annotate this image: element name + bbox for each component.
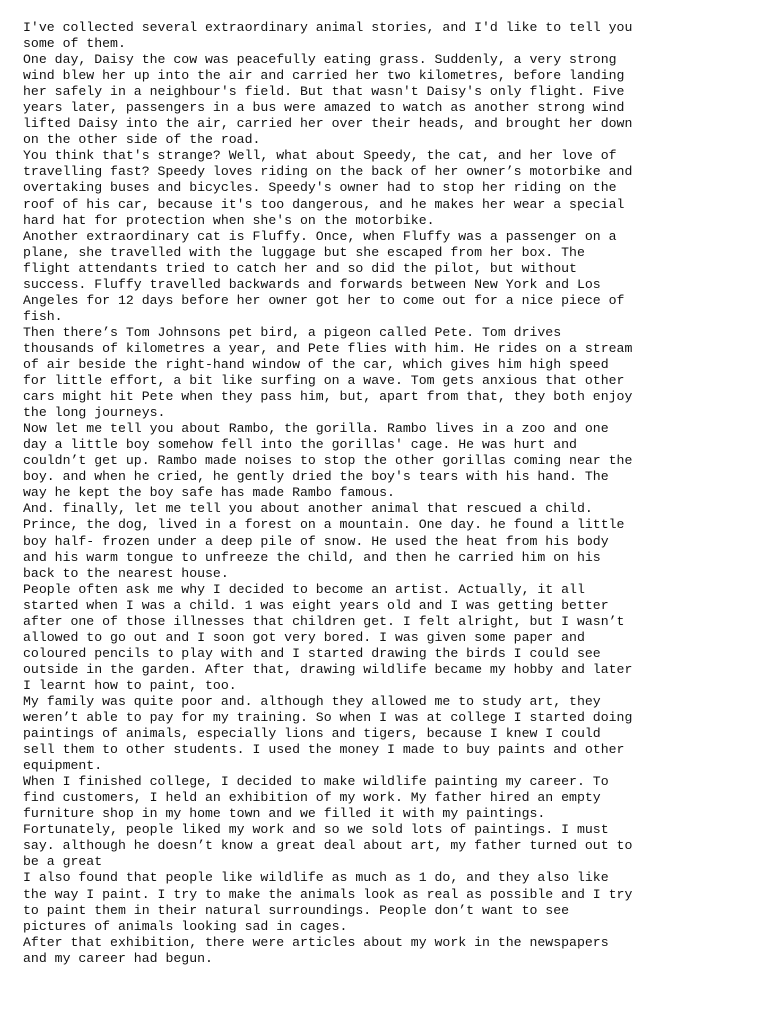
text-line: boy. and when he cried, he gently dried the boy's tears with his hand. The: [23, 469, 609, 485]
text-line: One day, Daisy the cow was peacefully eating grass. Suddenly, a very strong: [23, 52, 617, 68]
text-line: Another extraordinary cat is Fluffy. Once, when Fluffy was a passenger on a: [23, 228, 617, 244]
paragraph-fluffy: [23, 229, 758, 325]
text-line: way he kept the boy safe has made Rambo famous.: [23, 485, 395, 501]
text-line: allowed to go out and I soon got very bored. I was given some paper and: [23, 629, 585, 645]
paragraph-rambo: [23, 421, 758, 501]
text-line: for little effort, a bit like surfing on a wave. Tom gets anxious that other: [23, 373, 625, 389]
text-line: People often ask me why I decided to become an artist. Actually, it all: [23, 581, 585, 597]
text-line: couldn’t get up. Rambo made noises to stop the other gorillas coming near the: [23, 453, 633, 469]
paragraph-speedy: [23, 148, 758, 228]
text-line: plane, she travelled with the luggage but she escaped from her box. The: [23, 244, 585, 260]
text-line: I've collected several extraordinary animal stories, and I'd like to tell you: [23, 20, 633, 35]
text-line: Prince, the dog, lived in a forest on a mountain. One day. he found a little: [23, 517, 625, 533]
paragraph-pete: [23, 325, 758, 421]
text-line: After that exhibition, there were articles about my work in the newspapers: [23, 934, 609, 950]
text-line: on the other side of the road.: [23, 132, 261, 148]
text-line: lifted Daisy into the air, carried her over their heads, and brought her down: [23, 116, 633, 132]
text-line: flight attendants tried to catch her and so did the pilot, but without: [23, 260, 577, 276]
text-line: Angeles for 12 days before her owner got her to come out for a nice piece of: [23, 292, 625, 308]
text-line: And. finally, let me tell you about another animal that rescued a child.: [23, 501, 593, 517]
paragraph-artist-childhood: [23, 582, 758, 694]
document-body: [23, 20, 758, 967]
paragraph-prince: [23, 501, 758, 581]
text-line: Now let me tell you about Rambo, the gorilla. Rambo lives in a zoo and one: [23, 421, 609, 437]
text-line: pictures of animals looking sad in cages.: [23, 918, 348, 934]
text-line: My family was quite poor and. although they allowed me to study art, they: [23, 693, 601, 709]
text-line: her safely in a neighbour's field. But that wasn't Daisy's only flight. Five: [23, 84, 625, 100]
text-line: be a great: [23, 854, 103, 870]
text-line: When I finished college, I decided to make wildlife painting my career. To: [23, 774, 609, 790]
text-line: roof of his car, because it's too dangerous, and he makes her wear a special: [23, 196, 625, 212]
paragraph-exhibition: [23, 935, 758, 967]
text-line: I learnt how to paint, too.: [23, 677, 237, 693]
text-line: some of them.: [23, 36, 126, 52]
text-line: and his warm tongue to unfreeze the child, and then he carried him on his: [23, 549, 601, 565]
text-line: cars might hit Pete when they pass him, but, apart from that, they both enjoy: [23, 389, 633, 405]
text-line: back to the nearest house.: [23, 565, 229, 581]
text-line: after one of those illnesses that children get. I felt alright, but I wasn’t: [23, 613, 625, 629]
text-line: boy half- frozen under a deep pile of snow. He used the heat from his body: [23, 533, 609, 549]
text-line: wind blew her up into the air and carried her two kilometres, before landing: [23, 68, 625, 84]
text-line: coloured pencils to play with and I started drawing the birds I could see: [23, 645, 601, 661]
text-line: thousands of kilometres a year, and Pete flies with him. He rides on a stream: [23, 340, 633, 356]
text-line: sell them to other students. I used the money I made to buy paints and other: [23, 742, 625, 758]
paragraph-intro: [23, 20, 758, 52]
text-line: of air beside the right-hand window of the car, which gives him high speed: [23, 356, 609, 372]
text-line: Fortunately, people liked my work and so we sold lots of paintings. I must: [23, 822, 609, 838]
text-line: equipment.: [23, 758, 103, 774]
text-line: furniture shop in my home town and we filled it with my paintings.: [23, 806, 546, 822]
text-line: find customers, I held an exhibition of my work. My father hired an empty: [23, 790, 601, 806]
paragraph-career: [23, 774, 758, 870]
text-line: the long journeys.: [23, 405, 166, 421]
text-line: weren’t able to pay for my training. So when I was at college I started doing: [23, 710, 633, 726]
paragraph-daisy: [23, 52, 758, 148]
text-line: the way I paint. I try to make the animals look as real as possible and I try: [23, 886, 633, 902]
text-line: to paint them in their natural surroundings. People don’t want to see: [23, 902, 570, 918]
text-line: You think that's strange? Well, what about Speedy, the cat, and her love of: [23, 148, 617, 164]
text-line: I also found that people like wildlife as much as 1 do, and they also like: [23, 870, 609, 886]
text-line: years later, passengers in a bus were amazed to watch as another strong wind: [23, 100, 625, 116]
text-line: Then there’s Tom Johnsons pet bird, a pigeon called Pete. Tom drives: [23, 324, 562, 340]
text-line: success. Fluffy travelled backwards and forwards between New York and Los: [23, 276, 601, 292]
text-line: and my career had begun.: [23, 950, 213, 966]
paragraph-wildlife: [23, 870, 758, 934]
paragraph-family: [23, 694, 758, 774]
text-line: travelling fast? Speedy loves riding on the back of her owner’s motorbike and: [23, 164, 633, 180]
text-line: started when I was a child. 1 was eight years old and I was getting better: [23, 597, 609, 613]
text-line: say. although he doesn’t know a great deal about art, my father turned out to: [23, 838, 633, 854]
text-line: hard hat for protection when she's on the motorbike.: [23, 212, 435, 228]
text-line: day a little boy somehow fell into the gorillas' cage. He was hurt and: [23, 437, 577, 453]
text-line: overtaking buses and bicycles. Speedy's owner had to stop her riding on the: [23, 180, 617, 196]
text-line: fish.: [23, 308, 63, 324]
text-line: paintings of animals, especially lions and tigers, because I knew I could: [23, 726, 601, 742]
text-line: outside in the garden. After that, drawing wildlife became my hobby and later: [23, 661, 633, 677]
